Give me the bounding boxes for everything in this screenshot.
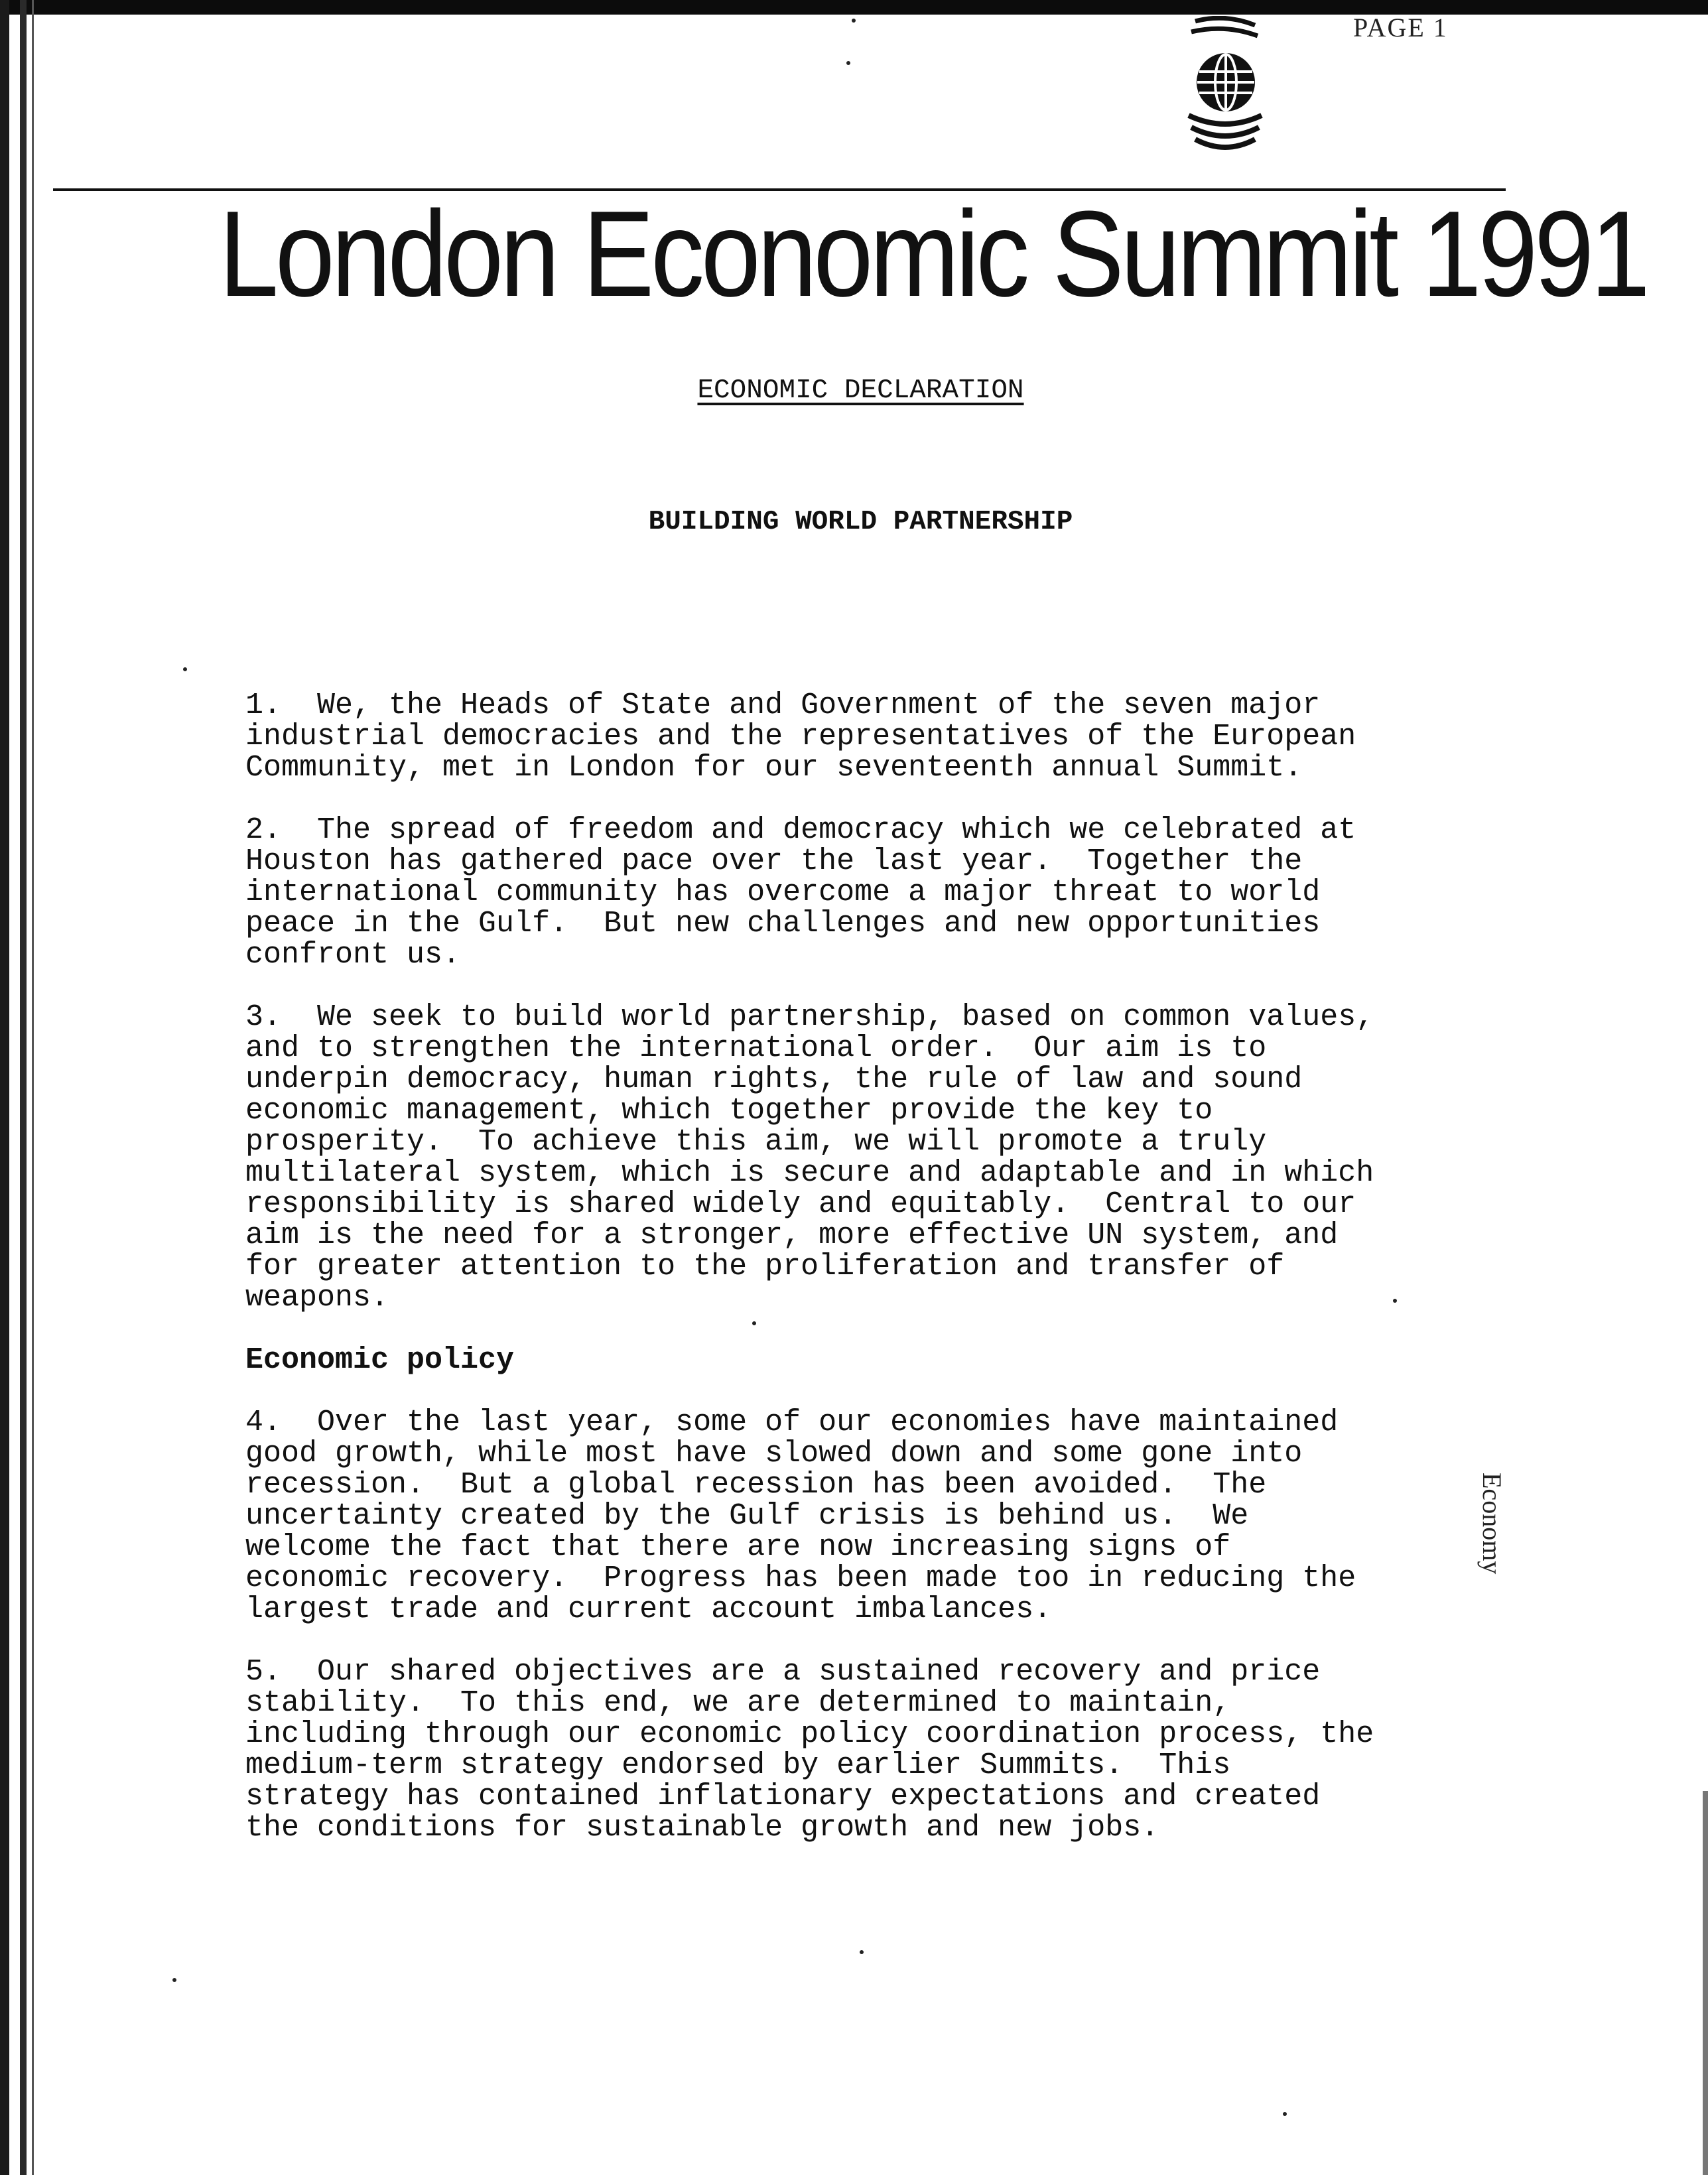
scan-speck <box>1393 1299 1397 1303</box>
scan-speck <box>846 61 850 65</box>
summit-title: London Economic Summit 1991 <box>219 185 1647 322</box>
scan-speck <box>172 1978 176 1982</box>
scan-speck <box>1283 2112 1287 2116</box>
scan-speck <box>183 667 187 671</box>
paragraph-1: 1. We, the Heads of State and Government of the seven major industrial democracies and the representatives of the European Community, met in London for our seventeenth annual Summit. <box>245 689 1356 785</box>
globe-icon <box>1182 16 1268 155</box>
scan-speck <box>852 19 856 23</box>
scan-speck <box>752 1321 756 1325</box>
scan-left-edge <box>20 0 27 2175</box>
declaration-subtitle: BUILDING WORLD PARTNERSHIP <box>648 507 1073 537</box>
scan-right-edge <box>1703 1791 1708 2175</box>
page-label: PAGE 1 <box>1353 13 1448 42</box>
paragraph-2: 2. The spread of freedom and democracy which we celebrated at Houston has gathered pace over the last year. Together the international community has overcome a major threat to world peace in the Gulf. But new challenges and new opportunities confront us. <box>245 813 1356 972</box>
declaration-body <box>245 690 1506 1875</box>
scan-left-edge <box>32 0 34 2175</box>
section-heading-economic-policy: Economic policy <box>245 1343 515 1377</box>
paragraph-3: 3. We seek to build world partnership, based on common values, and to strengthen the international order. Our aim is to underpin democracy, human rights, the rule of law and sound economic management, which together provide the key to prosperity. To achieve this aim, we will promote a truly multilateral system, which is secure and adaptable and in which responsibility is shared widely and equitably. Central to our aim is the need for a stronger, more effective UN system, and for greater attention to the proliferation and transfer of weapons. <box>245 1000 1374 1315</box>
scan-left-edge <box>0 0 9 2175</box>
declaration-heading: ECONOMIC DECLARATION <box>697 375 1024 406</box>
scan-top-edge <box>0 0 1708 15</box>
side-tab-label: Economy <box>1477 1473 1507 1575</box>
paragraph-5: 5. Our shared objectives are a sustained recovery and price stability. To this end, we are determined to maintain, including through our economic policy coordination process, the medium-term strategy endorsed by earlier Summits. This strategy has contained inflationary expectations and created the conditions for sustainable growth and new jobs. <box>245 1655 1374 1845</box>
scan-speck <box>860 1950 864 1954</box>
paragraph-4: 4. Over the last year, some of our economies have maintained good growth, while most have slowed down and some gone into recession. But a global recession has been avoided. The uncertainty created by the Gulf crisis is behind us. We welcome the fact that there are now increasing signs of economic recovery. Progress has been made too in reducing the largest trade and current account imbalances. <box>245 1406 1356 1626</box>
